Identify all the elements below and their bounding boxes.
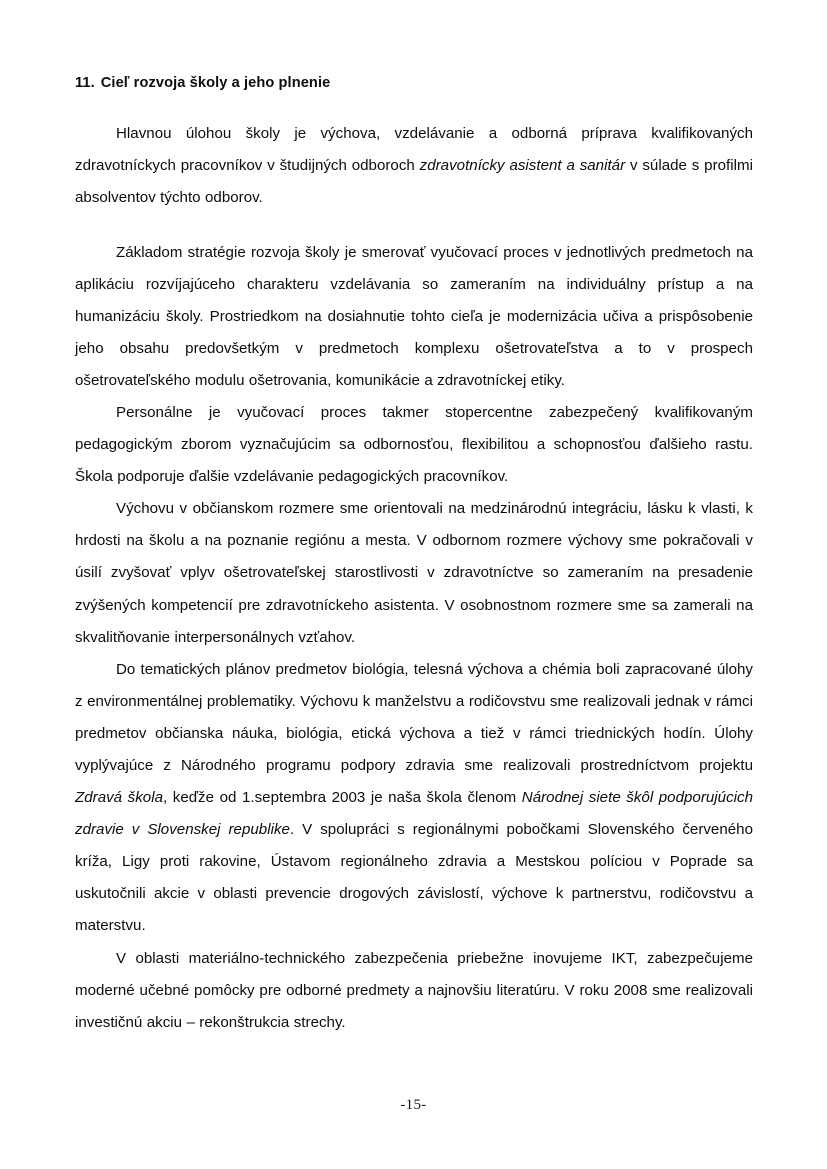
paragraph-5: Do tematických plánov predmetov biológia, telesná výchova a chémia boli zapracované úlohy z environmentálnej problematiky. Výchovu k manželstvu a rodičovstvu sme realizovali jednak v rámci predmetov občianska náuka, biológia, etická výchova a tiež v rámci triednických hodín. Úlohy vyplývajúce z Národného programu podpory zdravia sme realizovali prostredníctvom projektu Zdravá škola, keďže od 1.septembra 2003 je naša škola členom Národnej siete škôl podporujúcich zdravie v Slovenskej republike. V spolupráci s regionálnymi pobočkami Slovenského červeného kríža, Ligy proti rakovine, Ústavom regionálneho zdravia a Mestskou políciou v Poprade sa uskutočnili akcie v oblasti prevencie drogových závislostí, výchove k partnerstvu, rodičovstvu a materstvu.	[75, 660, 754, 935]
italic-phrase: Národnej siete škôl podporujúcich zdravie v Slovenskej republike	[75, 789, 753, 839]
heading-number: 11.	[75, 75, 95, 91]
page-title	[75, 74, 753, 92]
heading-text: Cieľ rozvoja školy a jeho plnenie	[100, 75, 331, 91]
paragraph-3: Personálne je vyučovací proces takmer stopercentne zabezpečený kvalifikovaným pedagogickým zborom vyznačujúcim sa odbornosťou, flexibilitou a schopnosťou ďalšieho rastu. Škola podporuje ďalšie vzdelávanie pedagogických pracovníkov.	[75, 403, 753, 486]
paragraph-1: Hlavnou úlohou školy je výchova, vzdelávanie a odborná príprava kvalifikovaných zdravotníckych pracovníkov v študijných odboroch zdravotnícky asistent a sanitár v súlade s profilmi absolventov týchto odborov.	[75, 125, 753, 207]
paragraph-2: Základom stratégie rozvoja školy je smerovať vyučovací proces v jednotlivých predmetoch na aplikáciu rozvíjajúceho charakteru vzdelávania so zameraním na individuálny prístup a na humanizáciu školy. Prostriedkom na dosiahnutie tohto cieľa je modernizácia učiva a prispôsobenie jeho obsahu predovšetkým v predmetoch komplexu ošetrovateľstva a to v prospech ošetrovateľského modulu ošetrovania, komunikácie a zdravotníckej etiky.	[75, 243, 753, 389]
page-number: -15-	[400, 1097, 427, 1113]
page-content	[75, 74, 753, 1039]
italic-phrase: zdravotnícky asistent a sanitár	[419, 157, 626, 175]
italic-phrase: Zdravá škola	[75, 789, 163, 807]
paragraph-6: V oblasti materiálno-technického zabezpečenia priebežne inovujeme IKT, zabezpečujeme moderné učebné pomôcky pre odborné predmety a najnovšiu literatúru. V roku 2008 sme realizovali investičnú akciu – rekonštrukcia strechy.	[75, 949, 753, 1031]
paragraph-4: Výchovu v občianskom rozmere sme orientovali na medzinárodnú integráciu, lásku k vlasti, k hrdosti na školu a na poznanie regiónu a mesta. V odbornom rozmere výchovy sme pokračovali v úsilí zvyšovať vplyv ošetrovateľskej starostlivosti v zdravotníctve so zameraním na presadenie zvýšených kompetencií pre zdravotníckeho asistenta. V osobnostnom rozmere sme sa zamerali na skvalitňovanie interpersonálnych vzťahov.	[75, 500, 753, 646]
